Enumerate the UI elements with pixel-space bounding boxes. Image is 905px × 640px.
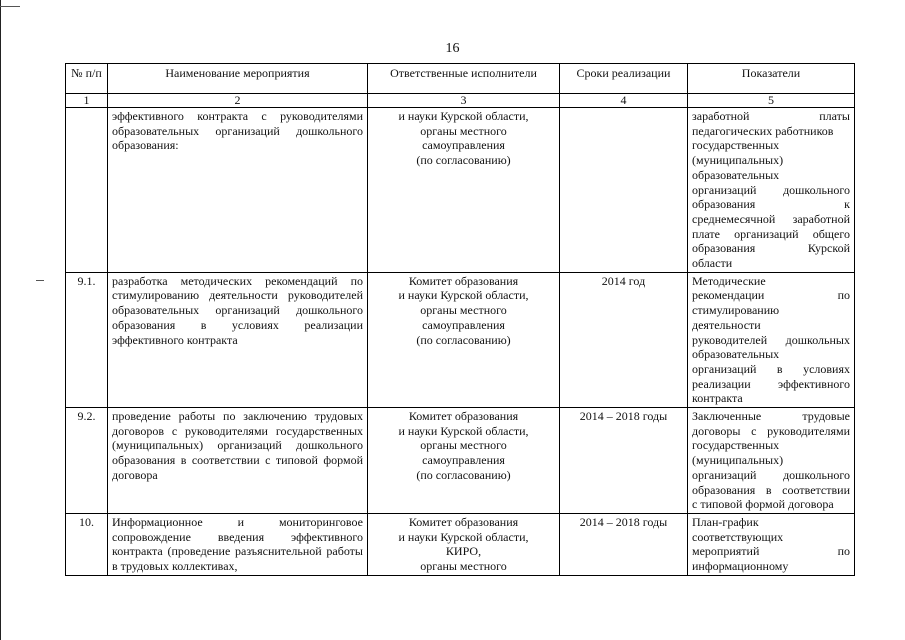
column-number-row <box>66 94 855 108</box>
header-indicators: Показатели <box>688 64 855 94</box>
responsible-line: Комитет образования <box>408 514 519 529</box>
indicators-cell <box>688 513 855 575</box>
indicator-line: стимулированию <box>692 303 780 318</box>
indicator-line: образовательных <box>692 347 780 362</box>
indicator-line: образования в соответствии <box>692 482 850 497</box>
indicator-line: деятельности <box>692 317 761 332</box>
indicator-line: реализации эффективного <box>692 376 850 391</box>
indicator-line: организаций дошкольного <box>692 182 850 197</box>
activities-table <box>65 63 855 576</box>
table-row <box>66 408 855 514</box>
responsible-cell <box>368 408 560 514</box>
indicator-line: образования Курской <box>692 241 850 256</box>
indicator-line: руководителей дошкольных <box>692 332 850 347</box>
responsible-line: Комитет образования <box>408 273 519 288</box>
indicators-cell <box>688 108 855 273</box>
header-responsible: Ответственные исполнители <box>368 64 560 94</box>
responsible-line: самоуправления <box>422 317 505 332</box>
activity-name: эффективного контракта с руководителями образовательных организаций дошкольного образования: <box>108 108 368 273</box>
indicator-line: государственных <box>692 138 780 153</box>
indicator-line: организаций дошкольного <box>692 467 850 482</box>
responsible-line: (по согласованию) <box>416 153 511 168</box>
indicator-line: (муниципальных) <box>692 453 784 468</box>
responsible-line: КИРО, <box>445 544 482 559</box>
page-number: 16 <box>445 41 460 56</box>
activity-name: проведение работы по заключению трудовых договоров с руководителями государственных (муниципальных) организаций дошкольного образования в соответствии с типовой формой договора <box>108 408 368 514</box>
column-number: 3 <box>368 94 560 108</box>
indicator-line: плате организаций общего <box>692 226 850 241</box>
responsible-cell <box>368 272 560 407</box>
indicator-line: соответствующих <box>692 529 784 544</box>
indicator-line: Методические <box>692 273 766 288</box>
row-number: 9.2. <box>66 408 108 514</box>
header-num: № п/п <box>66 64 108 94</box>
indicator-line: рекомендации по <box>692 288 850 303</box>
table-header-row <box>66 64 855 94</box>
indicators-cell <box>688 272 855 407</box>
responsible-cell <box>368 513 560 575</box>
deadline-cell: 2014 – 2018 годы <box>560 408 688 514</box>
indicator-line: государственных <box>692 438 780 453</box>
indicator-line: Заключенные трудовые <box>692 409 850 424</box>
indicator-line: заработной платы <box>692 109 850 123</box>
responsible-line: и науки Курской области, <box>398 288 529 303</box>
responsible-line: самоуправления <box>422 453 505 468</box>
deadline-cell: 2014 – 2018 годы <box>560 513 688 575</box>
responsible-line: органы местного <box>420 438 507 453</box>
responsible-cell <box>368 108 560 273</box>
indicator-line: образования к <box>692 197 850 212</box>
activity-name: Информационное и мониторинговое сопровождение введения эффективного контракта (проведение разъяснительной работы в трудовых коллективах, <box>108 513 368 575</box>
responsible-line: Комитет образования <box>408 409 519 424</box>
indicators-cell <box>688 408 855 514</box>
indicator-line: с типовой формой договора <box>692 497 834 512</box>
responsible-line: и науки Курской области, <box>398 423 529 438</box>
indicator-line: образовательных <box>692 167 780 182</box>
indicator-line: организаций в условиях <box>692 361 850 376</box>
responsible-line: органы местного <box>420 123 507 138</box>
deadline-cell: 2014 год <box>560 272 688 407</box>
indicator-line: договоры с руководителями <box>692 423 850 438</box>
indicator-line: информационному <box>692 559 789 574</box>
column-number: 1 <box>66 94 108 108</box>
responsible-line: и науки Курской области, <box>398 529 529 544</box>
margin-mark <box>36 280 44 281</box>
activity-name: разработка методических рекомендаций по стимулированию деятельности руководителей образовательных организаций дошкольного образования в условиях реализации эффективного контракта <box>108 272 368 407</box>
column-number: 2 <box>108 94 368 108</box>
header-name: Наименование мероприятия <box>108 64 368 94</box>
corner-mark <box>0 6 20 7</box>
indicator-line: среднемесячной заработной <box>692 211 850 226</box>
header-deadline: Сроки реализации <box>560 64 688 94</box>
responsible-line: (по согласованию) <box>416 332 511 347</box>
indicator-line: (муниципальных) <box>692 153 784 168</box>
responsible-line: органы местного <box>420 303 507 318</box>
responsible-line: и науки Курской области, <box>398 109 529 123</box>
table-row <box>66 272 855 407</box>
row-number: 9.1. <box>66 272 108 407</box>
page-left-edge <box>0 0 1 640</box>
column-number: 4 <box>560 94 688 108</box>
table-row <box>66 108 855 273</box>
table-row <box>66 513 855 575</box>
responsible-line: самоуправления <box>422 138 505 153</box>
row-number <box>66 108 108 273</box>
responsible-line: (по согласованию) <box>416 467 511 482</box>
row-number: 10. <box>66 513 108 575</box>
indicator-line: План-график <box>692 514 759 529</box>
responsible-line: органы местного <box>420 559 507 574</box>
deadline-cell <box>560 108 688 273</box>
indicator-line: педагогических работников <box>692 123 834 138</box>
indicator-line: области <box>692 256 733 271</box>
indicator-line: мероприятий по <box>692 544 850 559</box>
column-number: 5 <box>688 94 855 108</box>
indicator-line: контракта <box>692 391 743 406</box>
